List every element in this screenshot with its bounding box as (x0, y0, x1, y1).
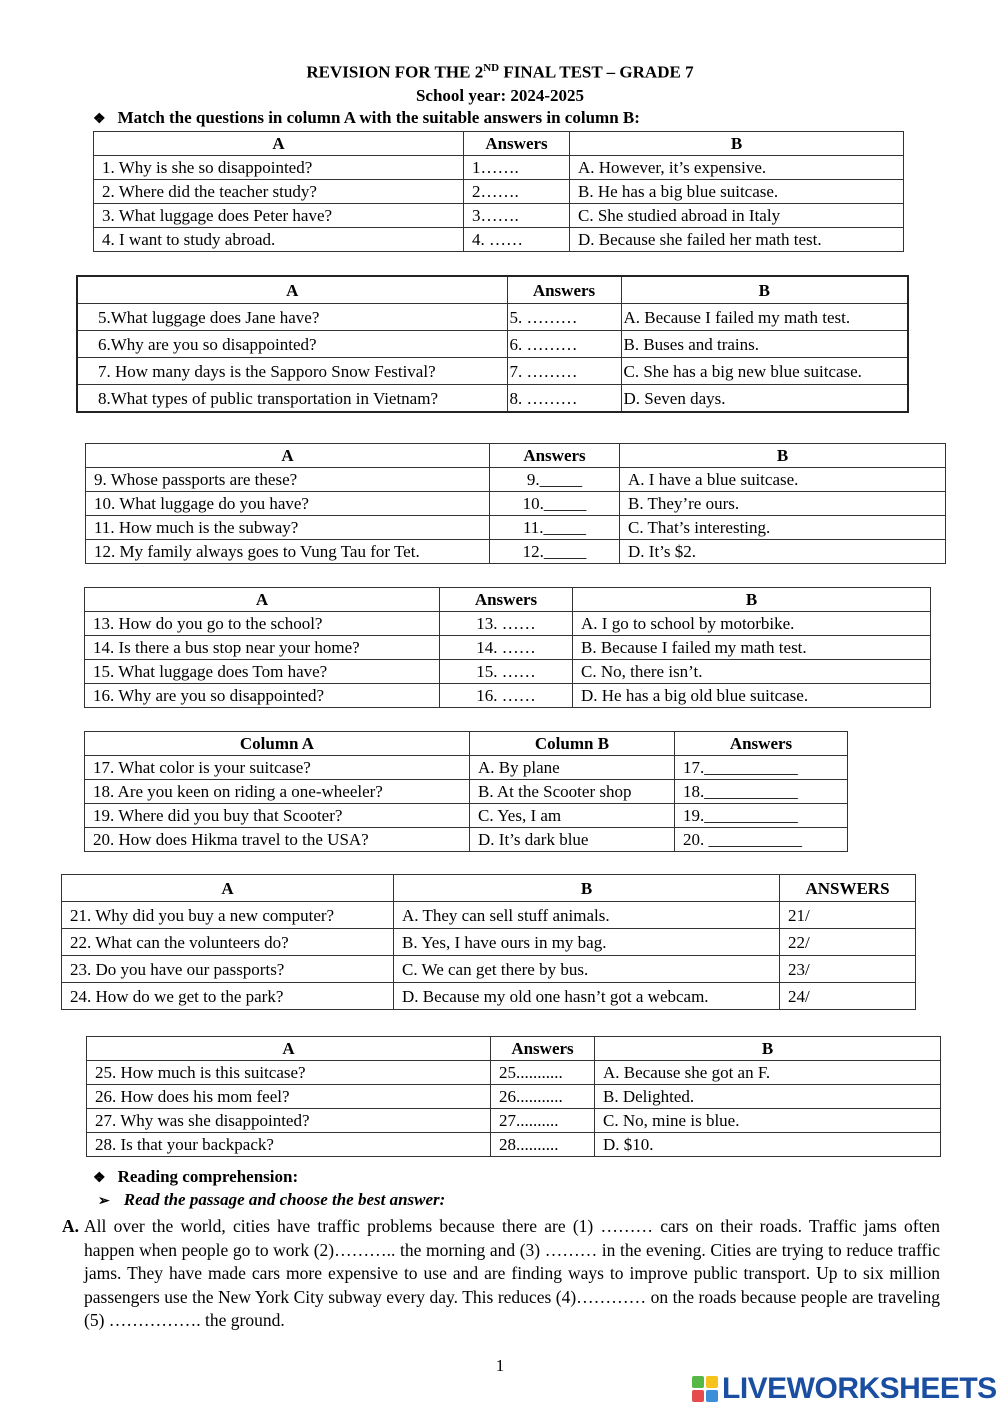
question-cell: 14. Is there a bus stop near your home? (85, 636, 440, 660)
option-cell: B. Yes, I have ours in my bag. (394, 929, 780, 956)
table-row (94, 156, 904, 180)
answer-blank[interactable]: 24/ (780, 983, 916, 1010)
question-cell: 21. Why did you buy a new computer? (62, 902, 394, 929)
column-header: A (85, 588, 440, 612)
diamond-bullet-icon: ❖ (93, 1171, 106, 1186)
column-header: B (573, 588, 931, 612)
answer-blank[interactable]: 21/ (780, 902, 916, 929)
option-cell: D. It’s $2. (620, 540, 946, 564)
column-header: A (77, 276, 507, 304)
title-text: REVISION FOR THE 2 (306, 62, 484, 82)
column-header: A (86, 444, 490, 468)
table-row (85, 828, 848, 852)
match-table-1 (93, 131, 904, 252)
table-row (85, 756, 848, 780)
question-cell: 5.What luggage does Jane have? (77, 304, 507, 331)
table-row (86, 540, 946, 564)
column-header: Column A (85, 732, 470, 756)
match-table-3 (85, 443, 946, 564)
reading-heading-text: Reading comprehension: (117, 1167, 299, 1186)
option-cell: C. She has a big new blue suitcase. (621, 358, 908, 385)
reading-instruction (98, 1190, 445, 1210)
match-instruction-text: Match the questions in column A with the suitable answers in column B: (117, 108, 640, 127)
title-superscript: ND (483, 62, 500, 74)
column-header: Answers (440, 588, 573, 612)
arrow-bullet-icon: ➢ (98, 1194, 110, 1209)
table-header-row (62, 875, 916, 902)
table-row (77, 358, 908, 385)
diamond-bullet-icon: ❖ (93, 112, 106, 127)
answer-blank[interactable]: 16. …… (440, 684, 573, 708)
table-header-row (94, 132, 904, 156)
table-row (94, 204, 904, 228)
answer-blank[interactable]: 1……. (464, 156, 570, 180)
answer-blank[interactable]: 22/ (780, 929, 916, 956)
column-header: Answers (490, 444, 620, 468)
option-cell: D. It’s dark blue (470, 828, 675, 852)
column-header: B (394, 875, 780, 902)
question-cell: 15. What luggage does Tom have? (85, 660, 440, 684)
question-cell: 17. What color is your suitcase? (85, 756, 470, 780)
answer-blank[interactable]: 6. ……… (507, 331, 621, 358)
option-cell: D. Seven days. (621, 385, 908, 413)
column-header: B (621, 276, 908, 304)
table-header-row (87, 1037, 941, 1061)
worksheet-title (0, 62, 1000, 83)
option-cell: B. Because I failed my math test. (573, 636, 931, 660)
question-cell: 20. How does Hikma travel to the USA? (85, 828, 470, 852)
match-table-6 (61, 874, 916, 1010)
question-cell: 27. Why was she disappointed? (87, 1109, 491, 1133)
answer-blank[interactable]: 10._____ (490, 492, 620, 516)
option-cell: A. I have a blue suitcase. (620, 468, 946, 492)
answer-blank[interactable]: 7. ……… (507, 358, 621, 385)
option-cell: D. Because she failed her math test. (570, 228, 904, 252)
column-header: A (87, 1037, 491, 1061)
column-header: B (595, 1037, 941, 1061)
column-header: ANSWERS (780, 875, 916, 902)
table-header-row (77, 276, 908, 304)
question-cell: 26. How does his mom feel? (87, 1085, 491, 1109)
table-row (62, 983, 916, 1010)
answer-blank[interactable]: 11._____ (490, 516, 620, 540)
option-cell: C. She studied abroad in Italy (570, 204, 904, 228)
liveworksheets-brand (692, 1374, 997, 1404)
passage-text: All over the world, cities have traffic problems because there are (1) ……… cars on their roads. Traffic jams often happen when people go to work (2)……….. the morning and (3) ……… in the evening. Cities are trying to reduce traffic jams. They have made cars more expensive to use and are finding ways to improve public transport. Up to six million passengers use the New York City subway every day. This reduces (4)………… on the roads because people are traveling (5) ……………. the ground. (84, 1216, 940, 1330)
question-cell: 4. I want to study abroad. (94, 228, 464, 252)
column-header: Answers (507, 276, 621, 304)
question-cell: 23. Do you have our passports? (62, 956, 394, 983)
question-cell: 11. How much is the subway? (86, 516, 490, 540)
question-cell: 25. How much is this suitcase? (87, 1061, 491, 1085)
column-header: Answers (675, 732, 848, 756)
table-row (77, 331, 908, 358)
column-header: Column B (470, 732, 675, 756)
option-cell: D. Because my old one hasn’t got a webcam. (394, 983, 780, 1010)
question-cell: 28. Is that your backpack? (87, 1133, 491, 1157)
table-row (86, 492, 946, 516)
option-cell: B. Buses and trains. (621, 331, 908, 358)
column-header: Answers (464, 132, 570, 156)
answer-blank[interactable]: 25........... (491, 1061, 595, 1085)
table-row (87, 1109, 941, 1133)
option-cell: A. I go to school by motorbike. (573, 612, 931, 636)
answer-blank[interactable]: 14. …… (440, 636, 573, 660)
answer-blank[interactable]: 20. ___________ (675, 828, 848, 852)
match-table-4 (84, 587, 931, 708)
column-header: Answers (491, 1037, 595, 1061)
option-cell: A. They can sell stuff animals. (394, 902, 780, 929)
option-cell: A. Because she got an F. (595, 1061, 941, 1085)
reading-instruction-text: Read the passage and choose the best answer: (123, 1190, 446, 1209)
table-header-row (86, 444, 946, 468)
table-row (85, 780, 848, 804)
question-cell: 6.Why are you so disappointed? (77, 331, 507, 358)
answer-blank[interactable]: 8. ……… (507, 385, 621, 413)
question-cell: 22. What can the volunteers do? (62, 929, 394, 956)
table-row (85, 636, 931, 660)
reading-passage (62, 1215, 940, 1333)
option-cell: C. That’s interesting. (620, 516, 946, 540)
school-year: School year: 2024-2025 (415, 86, 585, 105)
match-instruction (93, 108, 640, 128)
question-cell: 19. Where did you buy that Scooter? (85, 804, 470, 828)
question-cell: 16. Why are you so disappointed? (85, 684, 440, 708)
question-cell: 10. What luggage do you have? (86, 492, 490, 516)
answer-blank[interactable]: 17.___________ (675, 756, 848, 780)
answer-blank[interactable]: 4. …… (464, 228, 570, 252)
page-number: 1 (495, 1356, 505, 1375)
option-cell: C. Yes, I am (470, 804, 675, 828)
table-row (85, 612, 931, 636)
match-table-5 (84, 731, 848, 852)
question-cell: 18. Are you keen on riding a one-wheeler? (85, 780, 470, 804)
option-cell: C. No, there isn’t. (573, 660, 931, 684)
table-row (62, 929, 916, 956)
answer-blank[interactable]: 3……. (464, 204, 570, 228)
table-row (87, 1133, 941, 1157)
question-cell: 24. How do we get to the park? (62, 983, 394, 1010)
option-cell: A. Because I failed my math test. (621, 304, 908, 331)
table-row (86, 516, 946, 540)
column-header: B (570, 132, 904, 156)
question-cell: 7. How many days is the Sapporo Snow Festival? (77, 358, 507, 385)
answer-blank[interactable]: 28.......... (491, 1133, 595, 1157)
title-text-rest: FINAL TEST – GRADE 7 (499, 62, 694, 82)
answer-blank[interactable]: 12._____ (490, 540, 620, 564)
table-row (77, 304, 908, 331)
table-row (85, 804, 848, 828)
question-cell: 3. What luggage does Peter have? (94, 204, 464, 228)
match-table-2 (76, 275, 909, 413)
reading-heading (93, 1167, 298, 1187)
option-cell: B. They’re ours. (620, 492, 946, 516)
option-cell: B. Delighted. (595, 1085, 941, 1109)
option-cell: C. We can get there by bus. (394, 956, 780, 983)
option-cell: D. He has a big old blue suitcase. (573, 684, 931, 708)
table-row (87, 1061, 941, 1085)
table-row (94, 228, 904, 252)
option-cell: B. At the Scooter shop (470, 780, 675, 804)
answer-blank[interactable]: 15. …… (440, 660, 573, 684)
option-cell: A. However, it’s expensive. (570, 156, 904, 180)
liveworksheets-logo-icon (692, 1376, 718, 1402)
question-cell: 9. Whose passports are these? (86, 468, 490, 492)
question-cell: 13. How do you go to the school? (85, 612, 440, 636)
column-header: A (94, 132, 464, 156)
table-header-row (85, 588, 931, 612)
answer-blank[interactable]: 18.___________ (675, 780, 848, 804)
passage-label: A. (62, 1216, 80, 1236)
liveworksheets-wordmark: LIVEWORKSHEETS (722, 1372, 997, 1405)
answer-blank[interactable]: 2……. (464, 180, 570, 204)
question-cell: 2. Where did the teacher study? (94, 180, 464, 204)
table-row (62, 902, 916, 929)
question-cell: 1. Why is she so disappointed? (94, 156, 464, 180)
table-header-row (85, 732, 848, 756)
option-cell: A. By plane (470, 756, 675, 780)
answer-blank[interactable]: 19.___________ (675, 804, 848, 828)
option-cell: B. He has a big blue suitcase. (570, 180, 904, 204)
answer-blank[interactable]: 5. ……… (507, 304, 621, 331)
table-row (87, 1085, 941, 1109)
answer-blank[interactable]: 26........... (491, 1085, 595, 1109)
table-row (62, 956, 916, 983)
question-cell: 8.What types of public transportation in Vietnam? (77, 385, 507, 413)
match-table-7 (86, 1036, 941, 1157)
option-cell: D. $10. (595, 1133, 941, 1157)
answer-blank[interactable]: 27.......... (491, 1109, 595, 1133)
table-row (94, 180, 904, 204)
table-row (85, 660, 931, 684)
table-row (85, 684, 931, 708)
table-row (77, 385, 908, 413)
question-cell: 12. My family always goes to Vung Tau for Tet. (86, 540, 490, 564)
column-header: B (620, 444, 946, 468)
column-header: A (62, 875, 394, 902)
answer-blank[interactable]: 13. …… (440, 612, 573, 636)
table-row (86, 468, 946, 492)
answer-blank[interactable]: 23/ (780, 956, 916, 983)
answer-blank[interactable]: 9._____ (490, 468, 620, 492)
option-cell: C. No, mine is blue. (595, 1109, 941, 1133)
